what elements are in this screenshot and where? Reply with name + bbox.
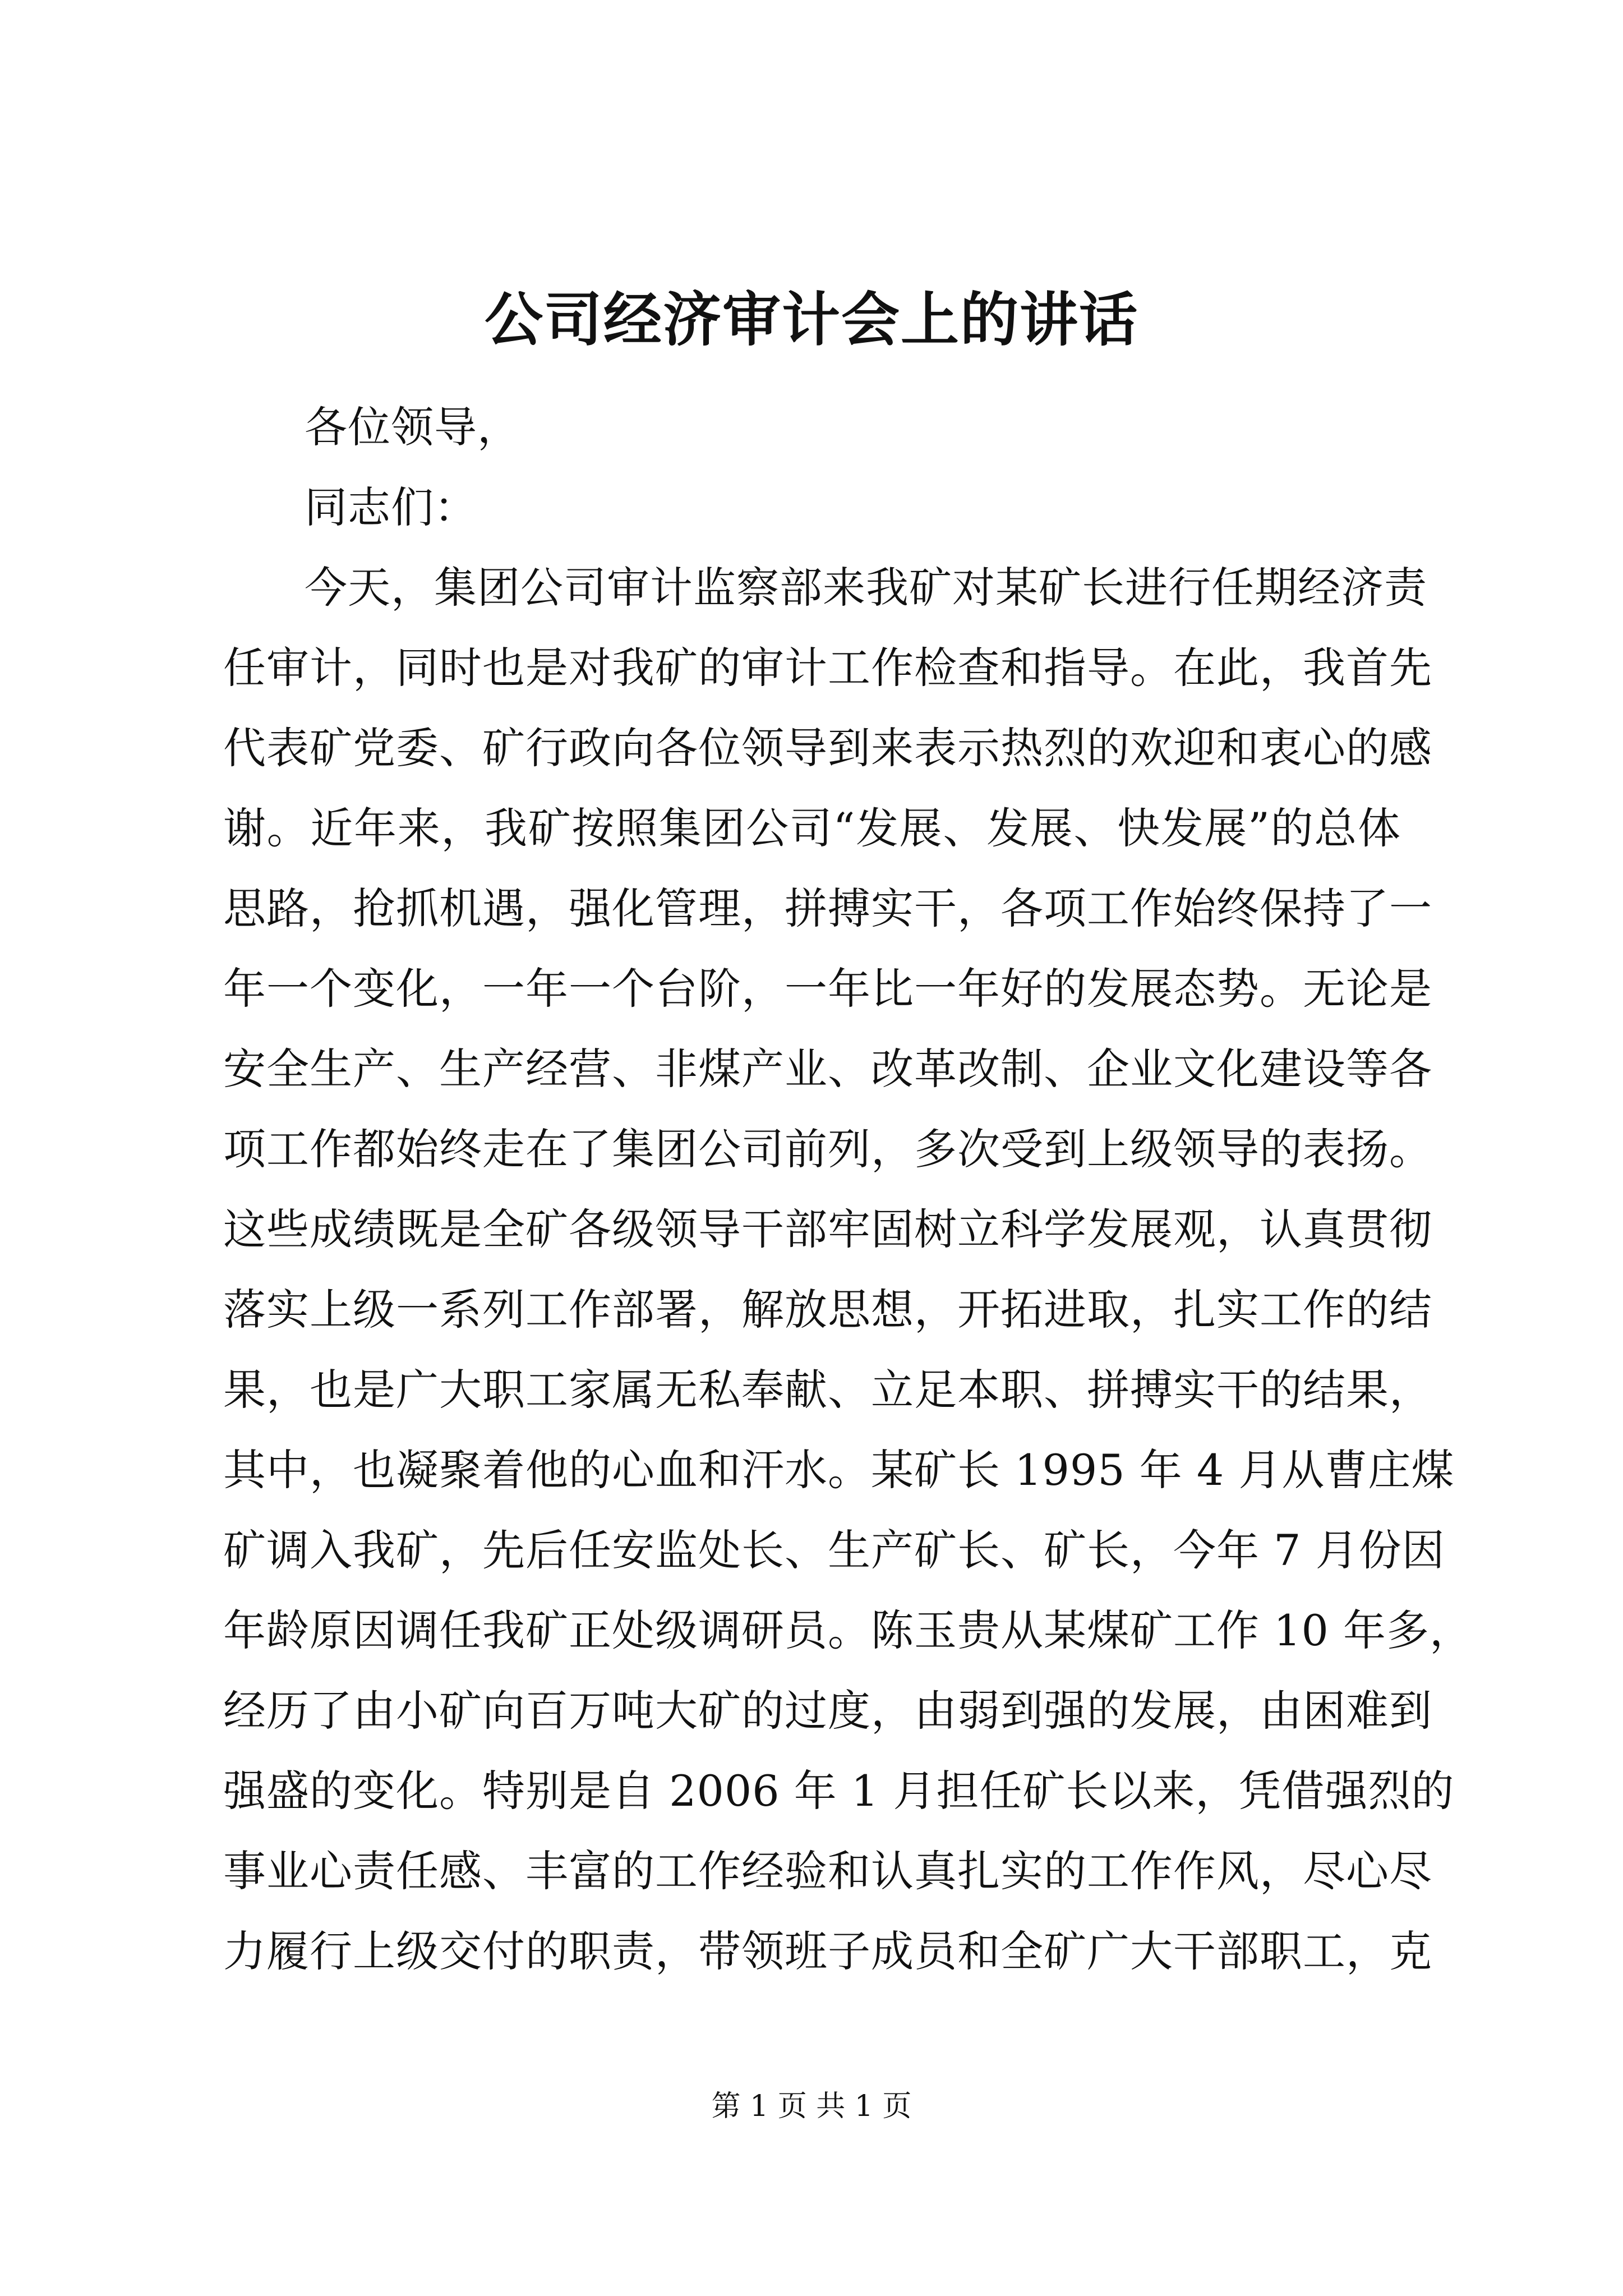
paragraph-line: 这些成绩既是全矿各级领导干部牢固树立科学发展观，认真贯彻 (223, 1204, 1432, 1254)
paragraph-line: 事业心责任感、丰富的工作经验和认真扎实的工作作风，尽心尽 (223, 1846, 1432, 1896)
document-title: 公司经济审计会上的讲话 (484, 285, 1138, 354)
page-footer: 第 1 页 共 1 页 (711, 2090, 912, 2123)
paragraph-line: 年龄原因调任我矿正处级调研员。陈玉贵从某煤矿工作 10 年多， (223, 1605, 1473, 1655)
paragraph-line: 年一个变化，一年一个台阶，一年比一年好的发展态势。无论是 (223, 964, 1432, 1014)
paragraph-line: 强盛的变化。特别是自 2006 年 1 月担任矿长以来，凭借强烈的 (223, 1766, 1455, 1816)
paragraph-line: 落实上级一系列工作部署，解放思想，开拓进取，扎实工作的结 (223, 1285, 1432, 1335)
paragraph-line: 安全生产、生产经营、非煤产业、改革改制、企业文化建设等各 (223, 1044, 1432, 1094)
paragraph-line: 今天，集团公司审计监察部来我矿对某矿长进行任期经济责 (305, 563, 1427, 613)
paragraph-line: 其中，也凝聚着他的心血和汗水。某矿长 1995 年 4 月从曹庄煤 (223, 1445, 1455, 1495)
salutation-line: 各位领导， (305, 402, 520, 452)
paragraph-line: 力履行上级交付的职责，带领班子成员和全矿广大干部职工，克 (223, 1926, 1432, 1976)
paragraph-line: 项工作都始终走在了集团公司前列，多次受到上级领导的表扬。 (223, 1124, 1432, 1174)
document-body (223, 387, 1473, 1991)
paragraph-line: 任审计，同时也是对我矿的审计工作检查和指导。在此，我首先 (223, 643, 1432, 693)
salutation-line: 同志们： (305, 482, 477, 532)
paragraph-line: 经历了由小矿向百万吨大矿的过度，由弱到强的发展，由困难到 (223, 1686, 1432, 1736)
paragraph-line: 矿调入我矿，先后任安监处长、生产矿长、矿长，今年 7 月份因 (223, 1525, 1445, 1575)
paragraph-line: 谢。近年来，我矿按照集团公司“发展、发展、快发展”的总体 (223, 803, 1401, 853)
paragraph-line: 代表矿党委、矿行政向各位领导到来表示热烈的欢迎和衷心的感 (223, 723, 1432, 773)
paragraph-line: 果，也是广大职工家属无私奉献、立足本职、拼搏实干的结果， (223, 1365, 1432, 1415)
paragraph-line: 思路，抢抓机遇，强化管理，拼搏实干，各项工作始终保持了一 (223, 884, 1432, 933)
